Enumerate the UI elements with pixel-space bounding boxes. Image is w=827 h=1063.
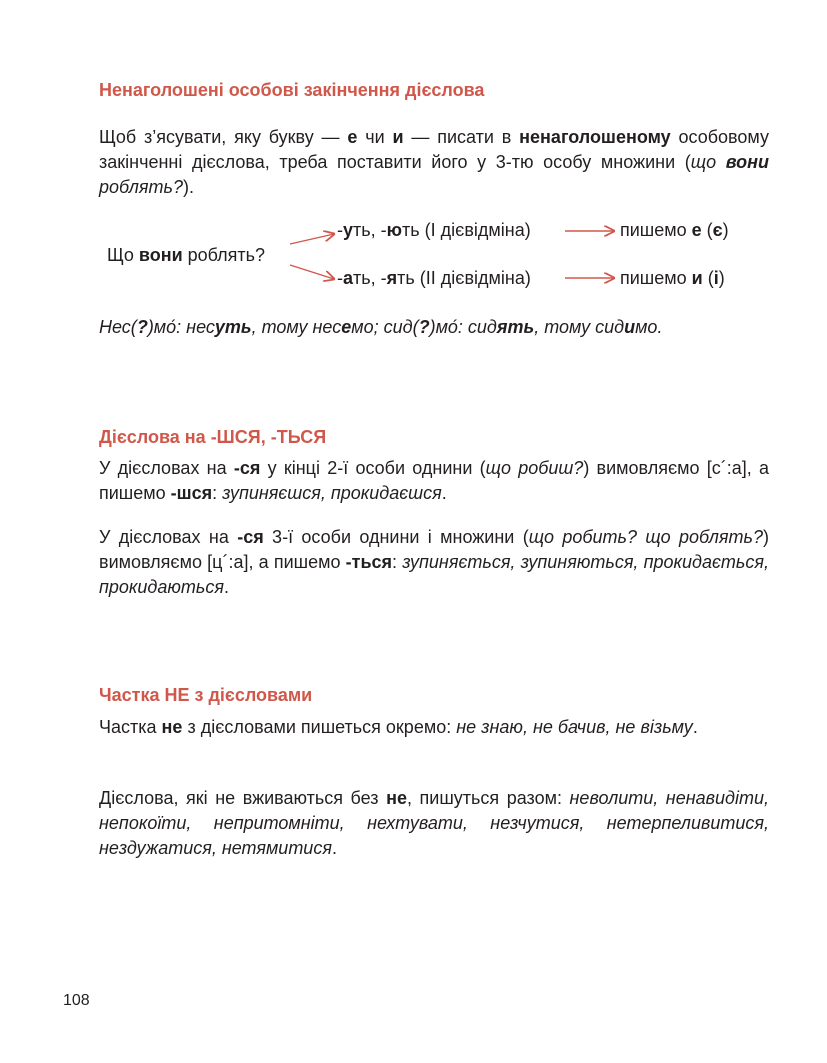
text-run: ть, - [353,268,387,288]
text-run: . [692,717,698,737]
branch-arrow-upper [290,234,334,244]
text-run: вони [138,245,183,265]
text-run: и [624,317,636,337]
text-run: Дієслова, які не вживаються без [99,788,387,808]
text-run: ть (І дієвідміна) [402,220,531,240]
text-run: зупиняється, зупиняються, прокидається, прокидаються [99,552,769,597]
text-run: пишемо [620,268,692,288]
text-run: не [386,788,407,808]
text-run: ( [701,220,713,240]
text-run: ю [386,220,403,240]
shsia-rule [99,456,769,506]
particle-ne-separate-rule [99,715,769,740]
text-run: я [386,268,398,288]
text-run: ) [718,268,725,288]
text-run: а [343,268,354,288]
text-run: -ся [237,527,264,547]
text-run: уть [214,317,252,337]
text-run: Щоб з’ясувати, яку букву — [99,127,348,147]
text-run: У дієсловах на [99,527,238,547]
text-run: -ться [345,552,393,572]
text-run: е [347,127,358,147]
text-run: ть, - [353,220,387,240]
text-run: ять [496,317,535,337]
text-run: и [392,127,404,147]
text-run: є [712,220,723,240]
text-run: з дієсловами пишеться окремо: [182,717,457,737]
text-run: вони [725,152,769,172]
text-run: , тому нес [251,317,342,337]
text-run: : [392,552,403,572]
text-run: мо. [635,317,663,337]
text-run: . [441,483,447,503]
text-run: зупиняєшся, прокидаєшся [222,483,442,503]
text-run: и [691,268,703,288]
text-run: )мо́: сид [429,317,497,337]
text-run: мо; сид( [351,317,419,337]
text-run: роблять? [182,245,266,265]
text-run: ть (ІІ дієвідміна) [397,268,531,288]
text-run: у кінці 2-ї особи однини ( [260,458,486,478]
text-run: чи [357,127,393,147]
text-run: Нес( [99,317,137,337]
text-run: 3-ї особи однини і множини ( [263,527,529,547]
particle-ne-joined-rule [99,786,769,861]
text-run: що робить? що роблять? [528,527,764,547]
page-number: 108 [63,992,90,1009]
text-run: не знаю, не бачив, не візьму [456,717,693,737]
text-run: - [337,220,343,240]
text-run: , тому сид [534,317,625,337]
text-run: неволити, ненавидіти, непокоїти, непритомніти, нехтувати, незчутися, нетерпеливитися, нездужатися, нетямитися [99,788,769,858]
text-run: ). [183,177,194,197]
text-run: не [161,717,183,737]
text-run: . [224,577,230,597]
text-run: )мо́: нес [147,317,215,337]
text-run: ) вимовляємо [ц´:а], а пишемо [99,527,770,572]
text-run: Що [107,245,139,265]
section-title-shsia-tsia: Дієслова на -ШСЯ, -ТЬСЯ [99,427,327,447]
text-run: У дієсловах на [99,458,234,478]
text-run: роблять? [99,177,183,197]
text-run: е [341,317,352,337]
scheme-first-result [620,220,729,241]
section-title-particle-ne: Частка НЕ з дієсловами [99,685,313,705]
tsia-rule [99,525,769,600]
scheme-question [107,245,265,266]
scheme-second-result [620,268,725,289]
text-run: ненаголошеному [519,127,671,147]
scheme-second-conjugation [337,268,531,289]
unstressed-endings-example [99,315,769,340]
text-run: пишемо [620,220,692,240]
text-run: особовому закінченні дієслова, треба поставити його у 3-тю особу множини ( [99,127,769,172]
text-run: -ся [233,458,261,478]
scheme-first-conjugation [337,220,531,241]
section-title-unstressed-endings: Ненаголошені особові закінчення дієслова [99,80,485,100]
text-run: ) вимовляємо [с´:а], а пишемо [99,458,770,503]
text-run: і [713,268,719,288]
text-run: -шся [170,483,213,503]
text-run: Частка [99,717,162,737]
text-run: - [337,268,343,288]
branch-arrow-lower [290,265,334,279]
text-run: , пишуться разом: [406,788,570,808]
text-run: що робиш? [485,458,584,478]
text-run: що [690,152,726,172]
text-run: ) [722,220,729,240]
text-run: : [212,483,223,503]
text-run: е [691,220,702,240]
text-run: ? [418,317,430,337]
text-run: — писати в [403,127,520,147]
text-run: у [343,220,354,240]
text-run: ( [702,268,714,288]
text-run: ? [136,317,148,337]
unstressed-endings-intro [99,125,769,200]
text-run: . [331,838,337,858]
